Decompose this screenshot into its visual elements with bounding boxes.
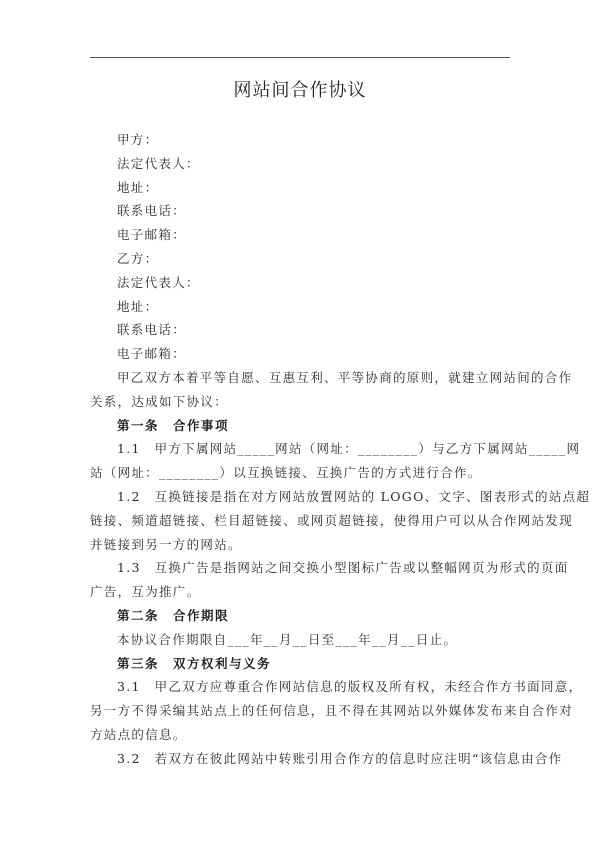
paragraph-line: 另一方不得采编其站点上的任何信息，且不得在其网站以外媒体发布来自合作对 [90, 703, 574, 719]
paragraph-line: 地址： [117, 179, 159, 195]
paragraph-line: 甲乙双方本着平等自愿、互惠互利、平等协商的原则，就建立网站间的合作 [117, 369, 573, 385]
paragraph-line: 联系电话： [117, 322, 187, 338]
paragraph-line: 电子邮箱： [117, 346, 187, 362]
article-heading: 第一条 合作事项 [117, 417, 230, 433]
paragraph-line: 法定代表人： [117, 155, 200, 171]
paragraph-line: 站（网址：________）以互换链接、互换广告的方式进行合作。 [90, 465, 482, 481]
paragraph-line: 联系电话： [117, 203, 187, 219]
article-heading: 第二条 合作期限 [117, 607, 230, 623]
paragraph-line: 并链接到另一方的网站。 [90, 536, 242, 552]
paragraph-line: 1.2 互换链接是指在对方网站放置网站的 LOGO、文字、图表形式的站点超 [117, 488, 591, 504]
document-title: 网站间合作协议 [233, 80, 367, 101]
paragraph-line: 电子邮箱： [117, 227, 187, 243]
paragraph-line: 地址： [117, 298, 159, 314]
document-body [90, 128, 591, 771]
paragraph-line: 关系，达成如下协议： [90, 393, 229, 409]
header-rule [90, 57, 510, 58]
paragraph-line: 乙方： [117, 250, 159, 266]
paragraph-line: 1.3 互换广告是指网站之间交换小型图标广告或以整幅网页为形式的页面 [117, 560, 569, 576]
paragraph-line: 法定代表人： [117, 274, 200, 290]
paragraph-line: 广告，互为推广。 [90, 584, 201, 600]
paragraph-line: 本协议合作期限自___年__月__日至___年__月__日止。 [117, 631, 458, 647]
paragraph-line: 甲方： [117, 132, 159, 147]
paragraph-line: 方站点的信息。 [90, 726, 187, 742]
paragraph-line: 链接、频道超链接、栏目超链接、或网页超链接，使得用户可以从合作网站发现 [90, 512, 574, 528]
paragraph-line: 1.1 甲方下属网站_____网站（网址：________）与乙方下属网站_____网 [117, 441, 581, 457]
article-heading: 第三条 双方权利与义务 [117, 655, 272, 671]
paragraph-line: 3.2 若双方在彼此网站中转账引用合作方的信息时应注明“该信息由合作 [117, 750, 563, 766]
paragraph-line: 3.1 甲乙双方应尊重合作网站信息的版权及所有权，未经合作方书面同意， [117, 679, 583, 695]
